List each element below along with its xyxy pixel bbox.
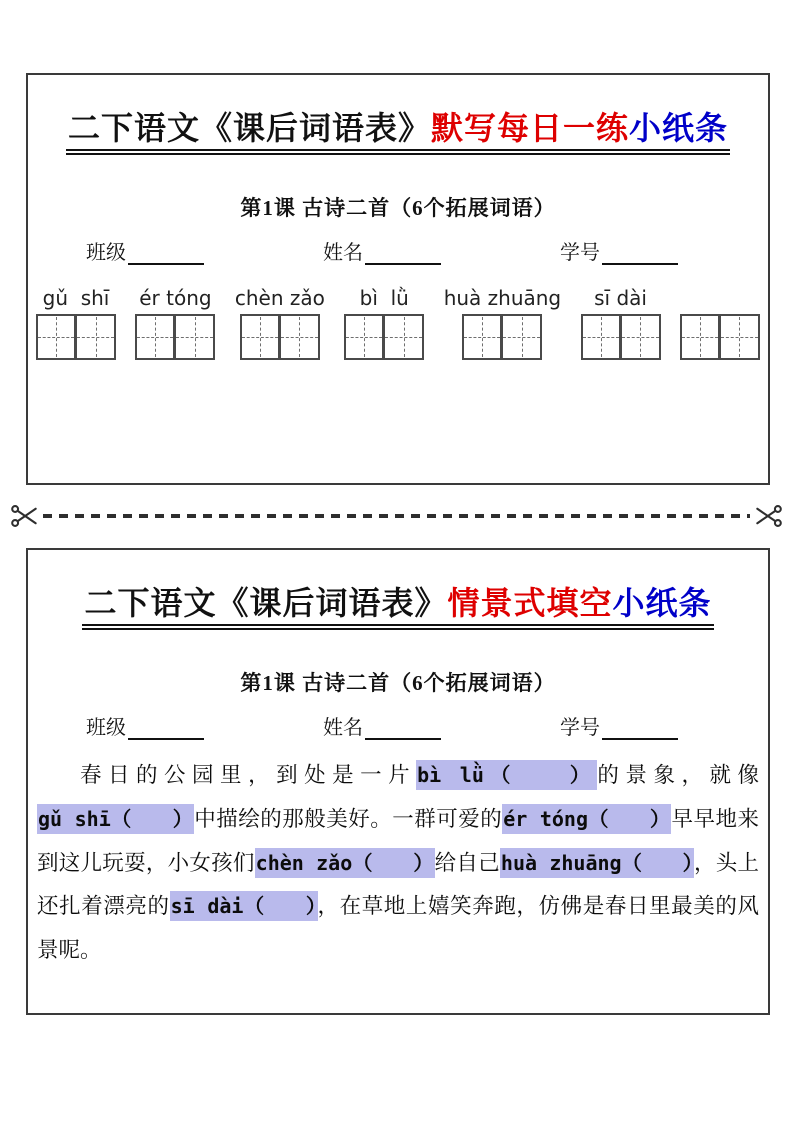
name-field [86, 711, 204, 740]
title-black-segment: 二下语文《课后词语表》 [84, 585, 448, 622]
paragraph-text: ，在草地上嬉笑奔跑，仿佛是春日里最美的风景呢。 [37, 894, 759, 963]
lesson-subtitle: 第1课 古诗二首（6个拓展词语） [240, 670, 556, 695]
writing-grid [240, 314, 320, 360]
field-label: 班级 [86, 241, 126, 264]
cut-line [0, 495, 793, 537]
title-blue-segment: 小纸条 [612, 585, 712, 622]
writing-grid [344, 314, 424, 360]
dashed-center-hline [464, 337, 500, 338]
field-label: 学号 [560, 716, 600, 739]
dashed-center-hline [682, 337, 718, 338]
title-red-segment: 默写每日一练 [430, 110, 629, 147]
word-column [581, 285, 661, 360]
student-info-row [86, 236, 678, 265]
pinyin-label: ér tóng [139, 285, 212, 310]
grid-cell[interactable] [581, 314, 621, 360]
dashed-center-hline [137, 337, 173, 338]
story-paragraph [37, 754, 759, 973]
student-info-row [86, 711, 678, 740]
paragraph-text: 给自己 [434, 850, 500, 875]
dashed-center-hline [281, 337, 318, 338]
paragraph-text: 早早地来到这儿玩耍，小女孩们 [37, 806, 759, 875]
grid-cell[interactable] [720, 314, 760, 360]
paragraph-text: 春日的公园里，到处是一片 [80, 762, 417, 787]
pinyin-label: gǔ shī [42, 285, 110, 310]
fill-title [82, 583, 713, 630]
word-column [235, 285, 325, 360]
grid-cell[interactable] [175, 314, 215, 360]
dictation-title-row [28, 87, 768, 177]
pinyin-label: sī dài [594, 285, 647, 310]
grid-cell[interactable] [680, 314, 720, 360]
dashed-center-hline [176, 337, 213, 338]
grid-cell[interactable] [76, 314, 116, 360]
pinyin-label: chèn zǎo [234, 285, 325, 310]
dashed-center-hline [346, 337, 382, 338]
dictation-slip [26, 73, 770, 485]
grid-cell[interactable] [36, 314, 76, 360]
word-column [680, 285, 760, 360]
fill-line [128, 720, 204, 740]
word-column [135, 285, 215, 360]
fill-line [365, 720, 441, 740]
pinyin-label: huà zhuāng [443, 285, 562, 310]
name-field [323, 711, 441, 740]
grid-cell[interactable] [135, 314, 175, 360]
writing-grid [462, 314, 542, 360]
field-label: 学号 [560, 241, 600, 264]
name-field [86, 236, 204, 265]
writing-grid [581, 314, 661, 360]
word-column [344, 285, 424, 360]
dashed-center-hline [77, 337, 114, 338]
pinyin-blank[interactable]: sī dài（ ） [170, 891, 318, 921]
dashed-center-hline [622, 337, 659, 338]
fill-line [128, 245, 204, 265]
pinyin-blank[interactable]: ér tóng（ ） [502, 804, 671, 834]
scissors-icon [753, 502, 785, 530]
dashed-cut-rule [43, 514, 750, 518]
grid-cell[interactable] [384, 314, 424, 360]
writing-grid [135, 314, 215, 360]
grid-cell[interactable] [462, 314, 502, 360]
grid-cell[interactable] [621, 314, 661, 360]
writing-grid [36, 314, 116, 360]
dashed-center-hline [38, 337, 74, 338]
grid-cell[interactable] [502, 314, 542, 360]
field-label: 姓名 [323, 716, 363, 739]
name-field [323, 236, 441, 265]
scissors-icon [8, 502, 40, 530]
paragraph-text: 的景象，就像 [597, 762, 759, 787]
pinyin-blank[interactable]: huà zhuāng（ ） [500, 848, 694, 878]
grid-cell[interactable] [344, 314, 384, 360]
dictation-title [66, 108, 730, 155]
fill-in-blank-slip [26, 548, 770, 1015]
title-black-segment: 二下语文《课后词语表》 [67, 110, 431, 147]
word-column [36, 285, 116, 360]
pinyin-label: bì lǜ [359, 285, 409, 310]
field-label: 姓名 [323, 241, 363, 264]
dashed-center-hline [583, 337, 619, 338]
word-column [444, 285, 561, 360]
lesson-subtitle: 第1课 古诗二首（6个拓展词语） [240, 195, 556, 220]
pinyin-writing-grids [36, 285, 760, 360]
dashed-center-hline [385, 337, 422, 338]
fill-line [365, 245, 441, 265]
grid-cell[interactable] [280, 314, 320, 360]
dashed-center-hline [721, 337, 758, 338]
fill-title-row [28, 562, 768, 652]
fill-line [602, 245, 678, 265]
dashed-center-hline [503, 337, 540, 338]
paragraph-text: ，头上还扎着漂亮的 [37, 850, 759, 919]
name-field [560, 711, 678, 740]
field-label: 班级 [86, 716, 126, 739]
name-field [560, 236, 678, 265]
grid-cell[interactable] [240, 314, 280, 360]
pinyin-blank[interactable]: bì lǜ（ ） [416, 760, 597, 790]
title-red-segment: 情景式填空 [447, 585, 613, 622]
title-blue-segment: 小纸条 [629, 110, 729, 147]
paragraph-text: 中描绘的那般美好。一群可爱的 [194, 806, 503, 831]
fill-line [602, 720, 678, 740]
pinyin-blank[interactable]: gǔ shī（ ） [37, 804, 194, 834]
dashed-center-hline [242, 337, 278, 338]
writing-grid [680, 314, 760, 360]
pinyin-blank[interactable]: chèn zǎo（ ） [255, 848, 435, 878]
